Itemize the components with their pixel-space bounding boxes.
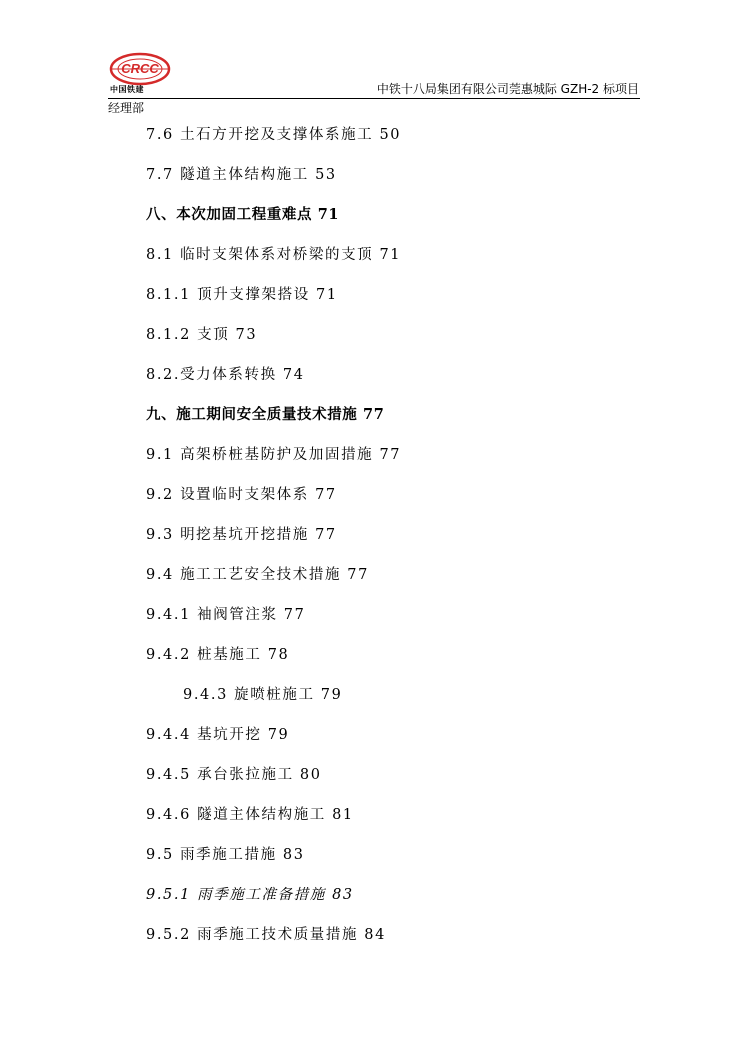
logo-text: 中国铁建 [110,85,144,94]
page-header [0,0,744,115]
table-of-contents [146,122,646,962]
toc-entry[interactable]: 9.3 明挖基坑开挖措施 77 [146,527,337,543]
department-name: 经理部 [108,101,145,115]
toc-entry[interactable]: 9.4.2 桩基施工 78 [146,647,290,663]
toc-entry[interactable]: 9.4.1 袖阀管注浆 77 [146,607,306,623]
toc-entry[interactable]: 九、施工期间安全质量技术措施 77 [146,406,385,423]
crcc-logo-icon [108,52,172,88]
toc-entry[interactable]: 8.2.受力体系转换 74 [146,367,305,383]
toc-entry[interactable]: 8.1 临时支架体系对桥梁的支顶 71 [146,247,402,263]
toc-entry[interactable]: 9.4.6 隧道主体结构施工 81 [146,807,354,823]
toc-entry[interactable]: 7.6 土石方开挖及支撑体系施工 50 [146,127,402,143]
toc-entry[interactable]: 9.1 高架桥桩基防护及加固措施 77 [146,447,402,463]
toc-entry[interactable]: 9.4.5 承台张拉施工 80 [146,767,322,783]
toc-entry[interactable]: 八、本次加固工程重难点 71 [146,206,340,223]
header-divider [108,98,640,99]
toc-entry[interactable]: 8.1.1 顶升支撑架搭设 71 [146,287,338,303]
toc-entry[interactable]: 9.4.3 旋喷桩施工 79 [183,687,343,703]
toc-entry[interactable]: 9.5 雨季施工措施 83 [146,847,305,863]
toc-entry[interactable]: 9.2 设置临时支架体系 77 [146,487,337,503]
logo-inner-text: CRCC [121,61,159,76]
toc-entry[interactable]: 8.1.2 支顶 73 [146,327,258,343]
toc-entry[interactable]: 7.7 隧道主体结构施工 53 [146,167,337,183]
company-name: 中铁十八局集团有限公司莞惠城际 GZH-2 标项目 [376,82,639,96]
toc-entry[interactable]: 9.4.4 基坑开挖 79 [146,727,290,743]
toc-entry[interactable]: 9.4 施工工艺安全技术措施 77 [146,567,369,583]
toc-entry[interactable]: 9.5.2 雨季施工技术质量措施 84 [146,927,386,943]
toc-entry[interactable]: 9.5.1 雨季施工准备措施 83 [146,887,354,903]
